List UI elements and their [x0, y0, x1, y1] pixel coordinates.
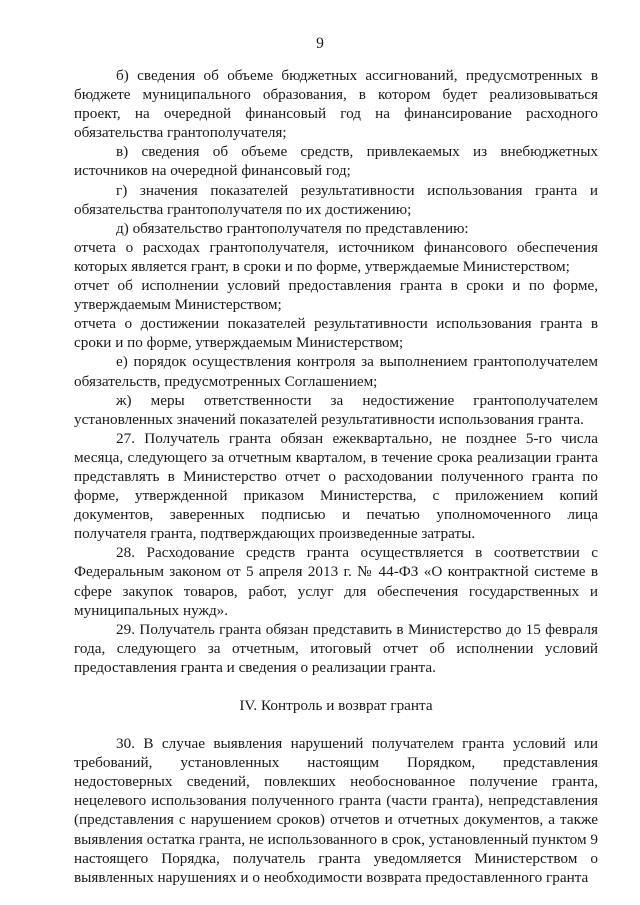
list-item-g: г) значения показателей результативности использования гранта и обязательства грантополучателя по их достижению; [74, 181, 598, 218]
list-item-e: е) порядок осуществления контроля за выполнением грантополучателем обязательств, предусмотренных Соглашением; [74, 353, 598, 390]
paragraph-27: 27. Получатель гранта обязан ежеквартально, не позднее 5-го числа месяца, следующего за отчетным кварталом, в течение срока реализации гранта представлять в Министерство отчет о расходовании полученного гранта по форме, утвержденной приказом Министерства, с приложением копий документов, заверенных подписью и печатью уполномоченного лица получателя гранта, подтверждающих произведенные затраты. [74, 429, 598, 543]
list-item-zh: ж) меры ответственности за недостижение грантополучателем установленных значений показателей результативности использования гранта. [74, 391, 598, 428]
paragraph-30: 30. В случае выявления нарушений получателем гранта условий или требований, установленных настоящим Порядком, представления недостоверных сведений, повлекших необоснованное получение гранта, нецелевого использования полученного гранта (части гранта), непредставления (представления с нарушением сроков) отчетов и отчетных документов, а также выявления остатка гранта, не использованного в срок, установленный пунктом 9 настоящего Порядка, получатель гранта уведомляется Министерством о выявленных нарушениях и о необходимости возврата предоставленного гранта [74, 735, 598, 886]
list-subitem-expense-report: отчета о расходах грантополучателя, источником финансового обеспечения которых является грант, в сроки и по форме, утверждаемые Министерством; [74, 238, 598, 275]
list-item-d: д) обязательство грантополучателя по представлению: [116, 219, 469, 237]
list-subitem-conditions-report: отчет об исполнении условий предоставления гранта в сроки и по форме, утверждаемым Министерством; [74, 277, 598, 314]
section-heading: IV. Контроль и возврат гранта [239, 697, 433, 714]
document-body [74, 66, 598, 887]
list-item-b: б) сведения об объеме бюджетных ассигнований, предусмотренных в бюджете муниципального образования, в котором будет реализовываться проект, на очередной финансовый год на финансирование расходного обязательства грантополучателя; [74, 67, 598, 142]
page-number: 9 [316, 35, 324, 52]
paragraph-28: 28. Расходование средств гранта осуществляется в соответствии с Федеральным законом от 5 апреля 2013 г. № 44-ФЗ «О контрактной системе в сфере закупок товаров, работ, услуг для обеспечения государственных и муниципальных нужд». [74, 544, 598, 619]
list-item-v: в) сведения об объеме средств, привлекаемых из внебюджетных источников на очередной финансовый год; [74, 143, 598, 180]
list-subitem-indicators-report: отчета о достижении показателей результативности использования гранта в сроки и по форме, утверждаемым Министерством; [74, 315, 598, 352]
paragraph-29: 29. Получатель гранта обязан представить в Министерство до 15 февраля года, следующего за отчетным, итоговый отчет об исполнении условий предоставления гранта и сведения о реализации гранта. [74, 620, 598, 676]
